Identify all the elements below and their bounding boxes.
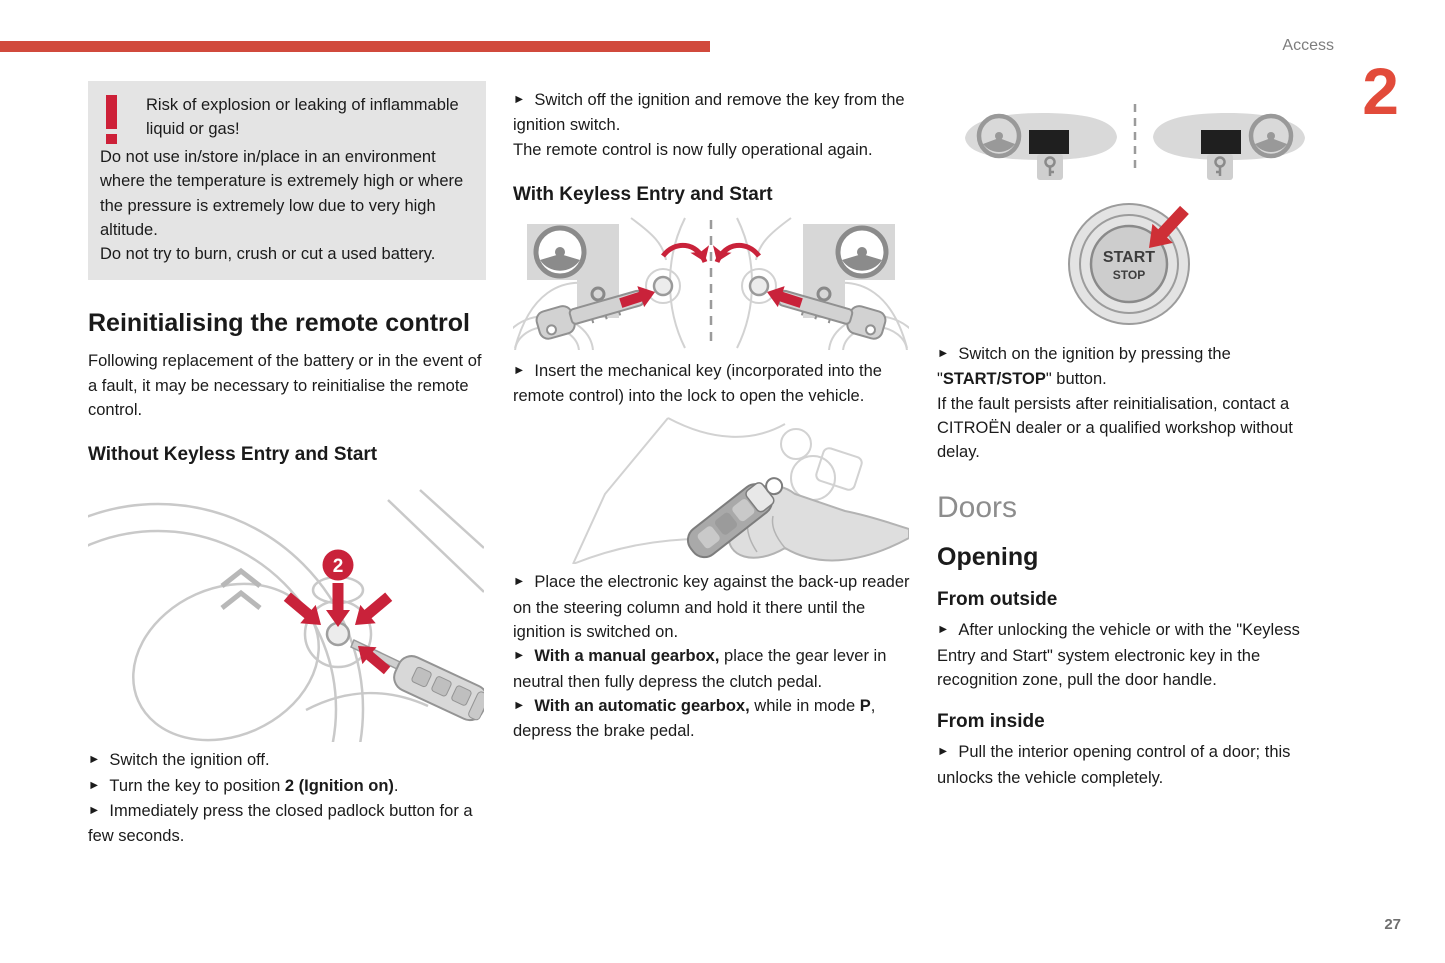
instructions	[513, 570, 911, 743]
bullet-arrow-icon: ►	[513, 574, 526, 589]
instruction-bullet: ► Insert the mechanical key (incorporated into the remote control) into the lock to open the vehicle.	[513, 361, 882, 406]
bullet-arrow-icon: ►	[937, 744, 950, 759]
instruction-bullet: ► Switch off the ignition and remove the key from the ignition switch.	[513, 91, 905, 135]
paragraph: The remote control is now fully operational again.	[513, 140, 873, 159]
bullet-arrow-icon: ►	[937, 346, 950, 360]
doors-section-title: Doors	[937, 491, 1018, 525]
instruction-bullet: ► Place the electronic key against the back-up reader on the steering column and hold it there until the ignition is switched on.	[513, 573, 910, 642]
instruction-bullet: ► Turn the key to position 2 (Ignition on).	[88, 776, 399, 795]
from-outside-title: From outside	[937, 589, 1058, 611]
stop-label: STOP	[1112, 268, 1146, 282]
intro-paragraph: Following replacement of the battery or in the event of a fault, it may be necessary to reinitialise the remote control.	[88, 352, 482, 420]
key-position-label: 2	[332, 556, 344, 578]
instruction-bullet: ► Switch on the ignition by pressing the "START/STOP" button.	[937, 345, 1231, 389]
start-label: START	[1102, 249, 1156, 266]
chapter-number: 2	[1362, 54, 1399, 128]
column-2	[513, 88, 911, 744]
ignition-key-illustration	[88, 474, 484, 742]
instruction-bullet: ► Switch the ignition off.	[88, 751, 270, 770]
bullet-arrow-icon: ►	[937, 622, 950, 637]
section-title: Reinitialising the remote control	[88, 309, 470, 338]
instruction-bullet: ► With a manual gearbox, place the gear lever in neutral then fully depress the clutch pedal.	[513, 647, 887, 691]
paragraph: If the fault persists after reinitialisation, contact a CITROËN dealer or a qualified workshop without delay.	[937, 394, 1293, 462]
top-red-bar	[0, 41, 710, 52]
instruction-bullet: ► Immediately press the closed padlock button for a few seconds.	[88, 801, 473, 846]
column-3	[937, 100, 1335, 790]
page-number: 27	[1384, 916, 1401, 933]
bullet-arrow-icon: ►	[513, 697, 526, 712]
bullet-arrow-icon: ►	[88, 802, 101, 817]
warning-text-2: Do not use in/store in/place in an environment where the temperature is extremely high or where the pressure is extremely low due to very high altitude.	[100, 148, 464, 239]
opening-title: Opening	[937, 543, 1039, 572]
backup-reader-key-illustration	[513, 416, 909, 564]
door-lock-key-illustration	[513, 214, 909, 350]
bullet-arrow-icon: ►	[88, 777, 101, 792]
subsection-with-keyless: With Keyless Entry and Start	[513, 183, 773, 205]
warning-text-3: Do not try to burn, crush or cut a used battery.	[100, 245, 436, 264]
reader-location-illustration	[937, 100, 1333, 180]
bullet-arrow-icon: ►	[513, 362, 526, 377]
page-header: Access	[1282, 37, 1334, 54]
warning-text-1: Risk of explosion or leaking of inflammable liquid or gas!	[146, 96, 459, 139]
instructions	[88, 748, 486, 848]
bullet-arrow-icon: ►	[513, 92, 526, 106]
from-inside-title: From inside	[937, 711, 1045, 733]
subsection-without-keyless: Without Keyless Entry and Start	[88, 444, 378, 466]
instruction-bullet: ► After unlocking the vehicle or with the "Keyless Entry and Start" system electronic key in the recognition zone, pull the door handle.	[937, 621, 1300, 690]
instruction-bullet: ► With an automatic gearbox, while in mode P, depress the brake pedal.	[513, 696, 876, 741]
instruction-bullet: ► Pull the interior opening control of a door; this unlocks the vehicle completely.	[937, 743, 1291, 787]
column-1	[88, 81, 486, 849]
warning-box	[88, 81, 486, 280]
warning-exclamation-icon	[106, 95, 138, 145]
start-stop-button-illustration	[1061, 200, 1211, 328]
bullet-arrow-icon: ►	[88, 752, 101, 767]
bullet-arrow-icon: ►	[513, 648, 526, 663]
